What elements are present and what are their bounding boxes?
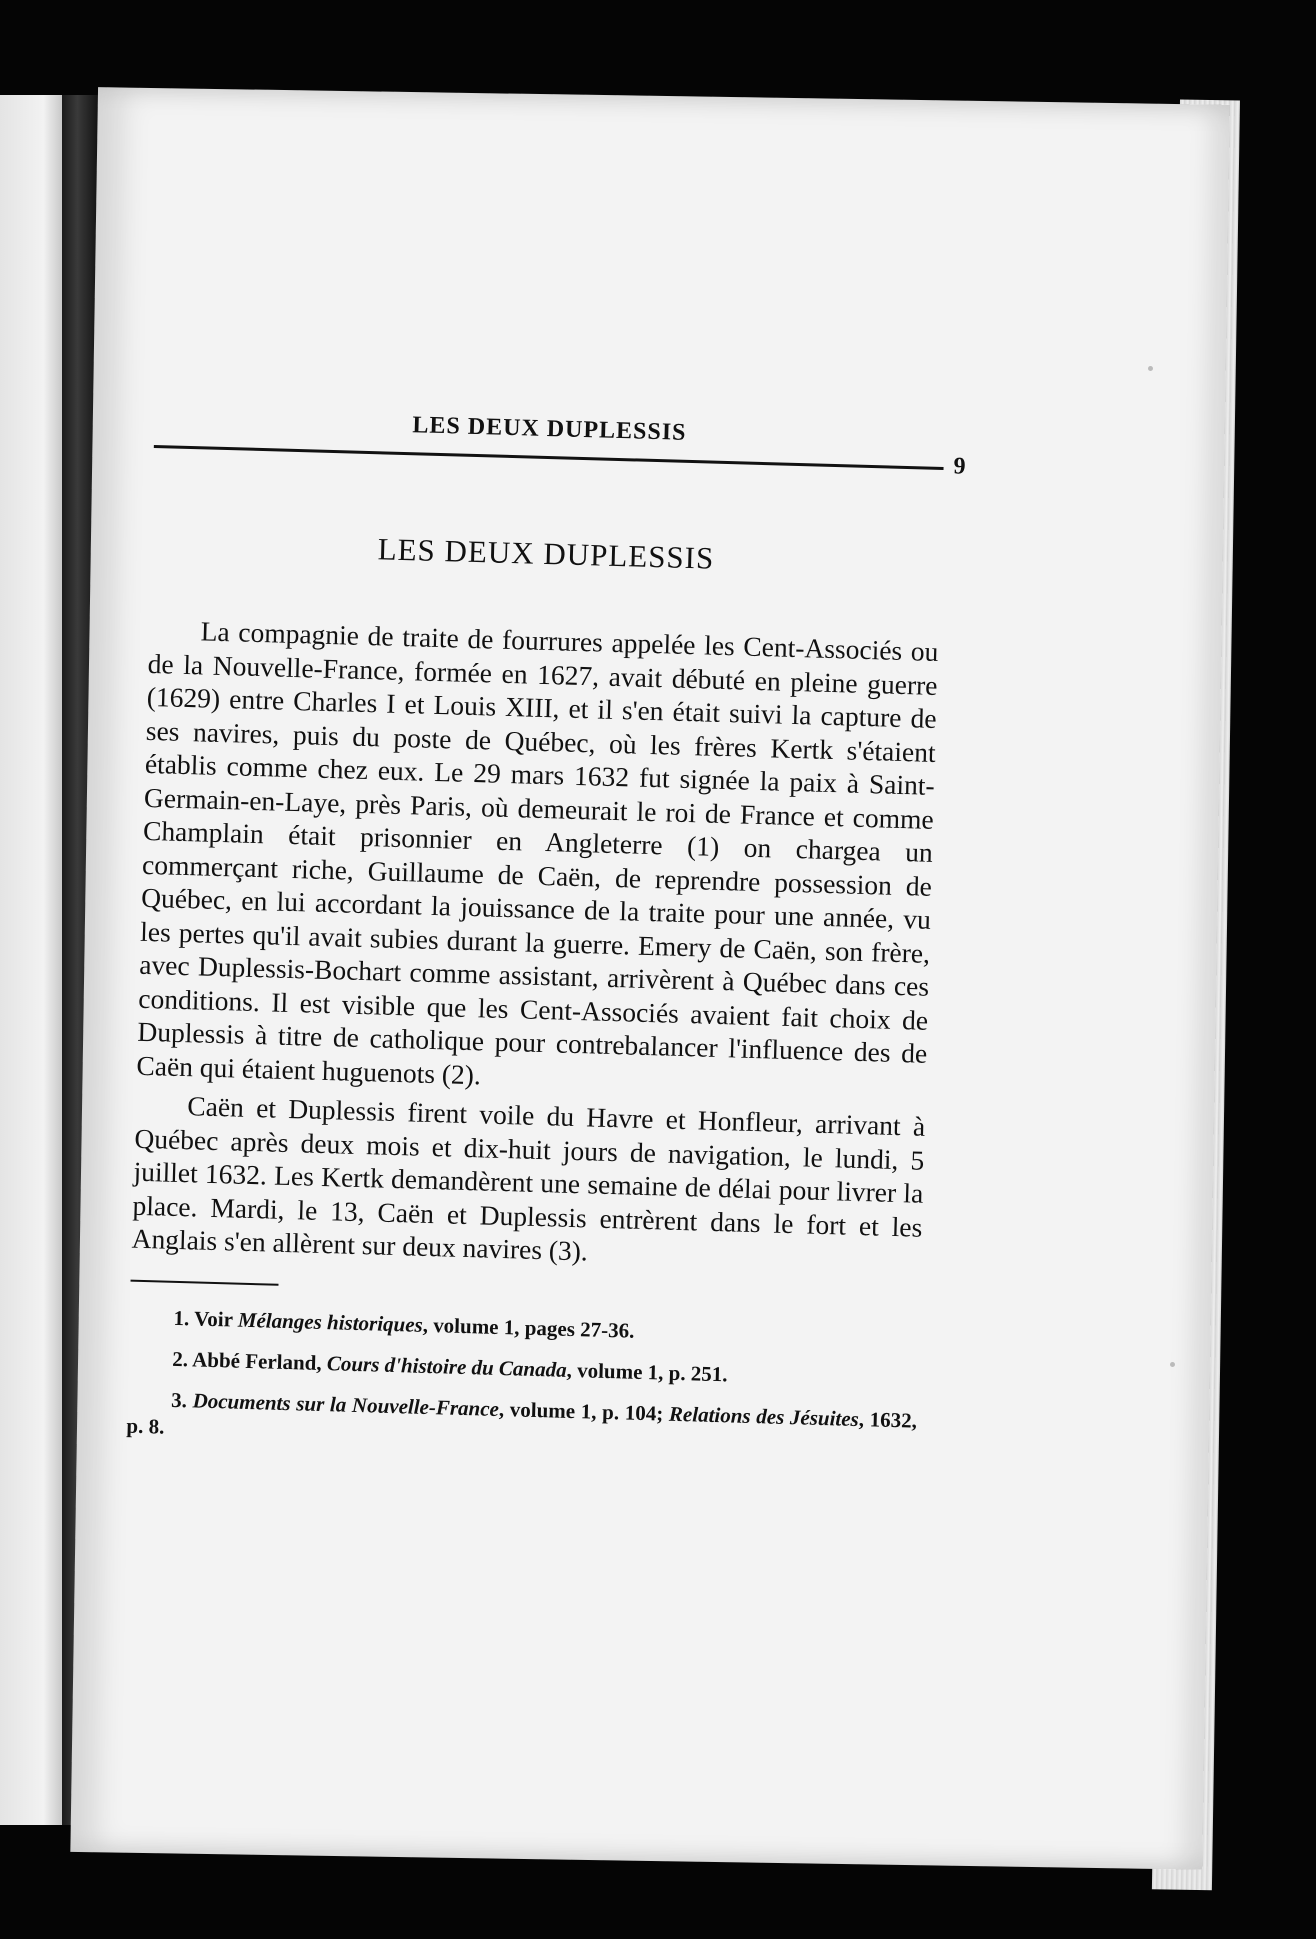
footnote-2: 2. Abbé Ferland, Cours d'histoire du Canada, volume 1, p. 251.: [172, 1346, 728, 1386]
body-text: [131, 613, 939, 1277]
footnote-rule: [131, 1279, 279, 1285]
chapter-title: LES DEUX DUPLESSIS: [377, 531, 715, 576]
speck: [1170, 1362, 1175, 1367]
page-number: 9: [953, 453, 966, 480]
paragraph: La compagnie de traite de fourrures appelée les Cent-Associés ou de la Nouvelle-France, formée en 1627, avait débuté en pleine guerre (1629) entre Charles I et Louis XIII, et il s'en était suivi la capture de ses navires, puis du poste de Québec, où les frères Kertk s'étaient établis comme chez eux. Le 29 mars 1632 fut signée la paix à Saint-Germain-en-Laye, près Paris, où demeurait le roi de France et comme Champlain était prisonnier en Angleterre (1) on chargea un commerçant riche, Guillaume de Caën, de reprendre possession de Québec, en lui accordant la jouissance de la traite pour une année, vu les pertes qu'il avait subies durant la guerre. Emery de Caën, son frère, avec Duplessis-Bochart comme assistant, arrivèrent à Québec dans ces conditions. Il est visible que les Cent-Associés avaient fait choix de Duplessis à titre de catholique pour contrebalancer l'influence des de Caën qui étaient huguenots (2).: [136, 615, 939, 1090]
running-head-title: LES DEUX DUPLESSIS: [412, 412, 687, 446]
footnote-3: 3. Documents sur la Nouvelle-France, volume 1, p. 104; Relations des Jésuites, 1632, p. 8.: [126, 1387, 918, 1439]
footnotes: [126, 1303, 919, 1461]
facing-page-edge: [0, 95, 62, 1825]
page-content: [126, 405, 966, 1475]
paragraph: Caën et Duplessis firent voile du Havre et Honfleur, arrivant à Québec après deux mois et dix-huit jours de navigation, le lundi, 5 juillet 1632. Les Kertk demandèrent une semaine de délai pour livrer la place. Mardi, le 13, Caën et Duplessis entrèrent dans le fort et les Anglais s'en allèrent sur deux navires (3).: [131, 1090, 926, 1267]
speck: [1148, 366, 1153, 371]
footnote-1: 1. Voir Mélanges historiques, volume 1, pages 27-36.: [173, 1305, 635, 1343]
